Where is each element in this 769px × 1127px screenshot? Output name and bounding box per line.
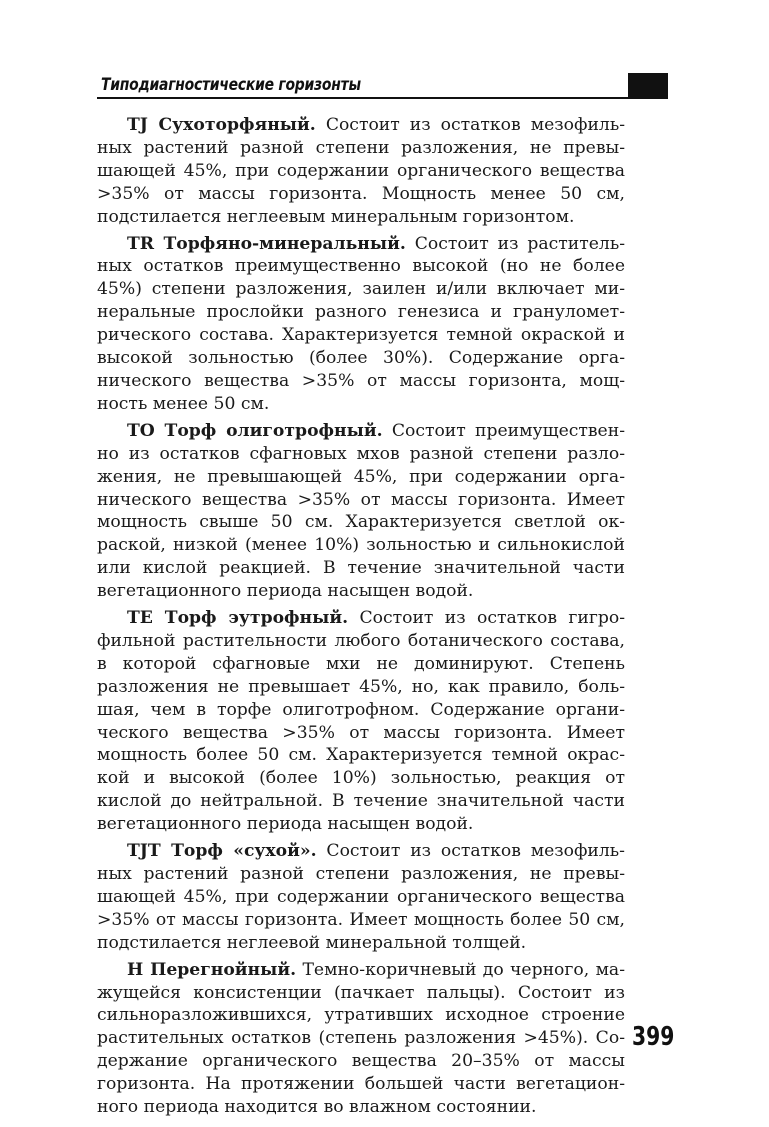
entry-text: Темно-коричневый до черного, мажущейся консистенции (пачкает пальцы). Состоит из сильноразложившихся, утративших исходное строение растительных остатков (степень разложения >45%). Содержание органического вещества 20–35% от массы горизонта. На протяжении большей части вегетационного периода находится во влажном состоянии. (97, 959, 625, 1118)
page-number: 399 (632, 1022, 675, 1052)
entry-term: TJ Сухоторфяный. (127, 115, 316, 135)
text-column (97, 114, 625, 1123)
entry-text: Состоит из остатков мезофильных растений разной степени разложения, не превышающей 45%, при содержании органического вещества >35% от массы горизонта. Мощность менее 50 см, подстилается неглеевым минеральным горизонтом. (97, 115, 625, 227)
entry-paragraph (97, 233, 625, 416)
entry-text: Состоит из остатков гигрофильной растительности любого ботанического состава, в которой сфагновые мхи не доминируют. Степень разложения не превышает 45%, но, как правило, большая, чем в торфе олиготрофном. Содержание органического вещества >35% от массы горизонта. Имеет мощность более 50 см. Характеризуется темной окраской и высокой (более 10%) зольностью, реакция от кислой до нейтральной. В течение значительной части вегетационного периода насыщен водой. (97, 608, 625, 835)
entry-text: Состоит из остатков мезофильных растений разной степени разложения, не превышающей 45%, при содержании органического вещества >35% от массы горизонта. Имеет мощность более 50 см, подстилается неглеевой минеральной толщей. (97, 841, 625, 953)
header-tab-block (628, 73, 668, 99)
header-rule (97, 97, 668, 99)
entry-term: Н Перегнойный. (127, 959, 297, 980)
entry-term: TJT Торф «сухой». (127, 841, 317, 862)
entry-paragraph (97, 959, 625, 1119)
entry-text: Состоит из растительных остатков преимущественно высокой (но не более 45%) степени разложения, заилен и/или включает минеральные прослойки разного генезиса и гранулометрического состава. Характеризуется темной окраской и высокой зольностью (более 30%). Содержание органического вещества >35% от массы горизонта, мощность менее 50 см. (97, 233, 625, 414)
entry-term: TR Торфяно-минеральный. (127, 233, 406, 254)
entry-paragraph (97, 114, 625, 229)
entry-paragraph (97, 420, 625, 603)
running-header (97, 73, 668, 99)
entry-paragraph (97, 840, 625, 955)
running-header-title: Типодиагностические горизонты (101, 75, 361, 95)
entry-term: ТЕ Торф эутрофный. (127, 608, 349, 629)
entry-text: Состоит преимущественно из остатков сфагновых мхов разной степени разложения, не превышающей 45%, при содержании органического вещества >35% от массы горизонта. Имеет мощность свыше 50 см. Характеризуется светлой окраской, низкой (менее 10%) зольностью и сильнокислой или кислой реакцией. В течение значительной части вегетационного периода насыщен водой. (97, 420, 625, 602)
entry-term: ТО Торф олиготрофный. (127, 420, 383, 441)
entry-paragraph (97, 607, 625, 836)
